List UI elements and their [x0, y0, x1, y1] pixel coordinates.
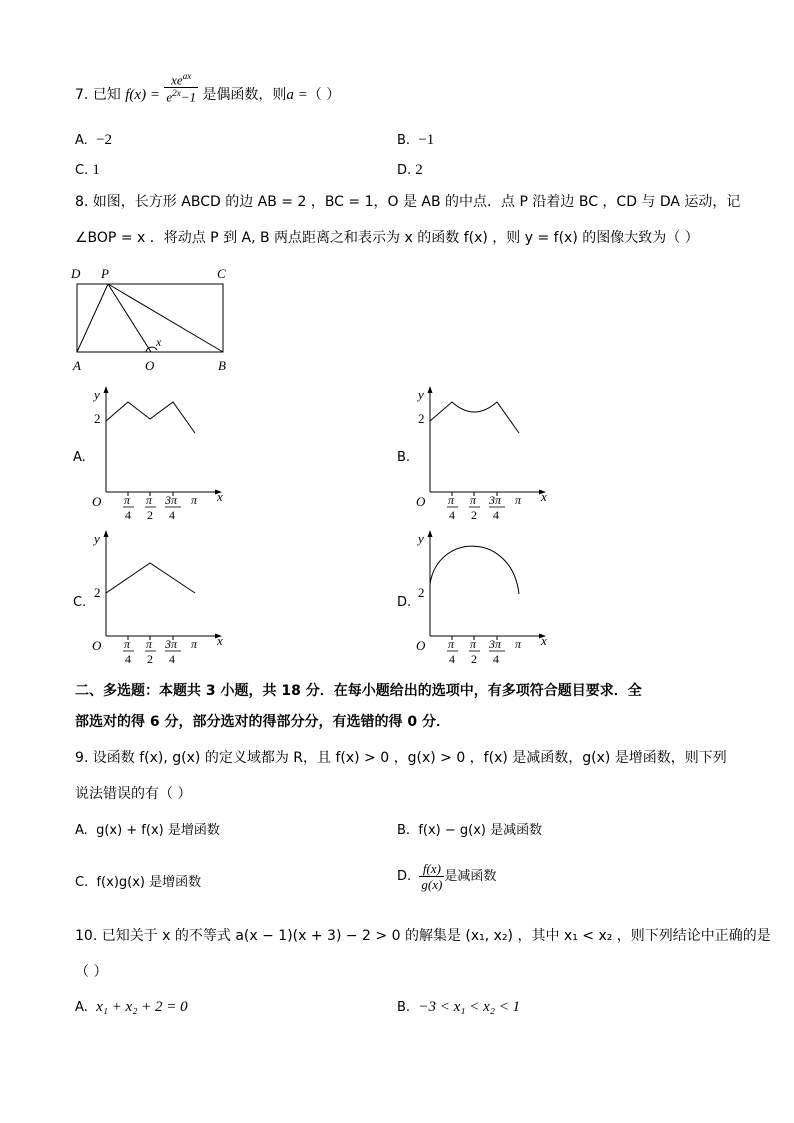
q7-lhs: f(x) = [125, 86, 160, 103]
section2-heading-line2: 部选对的得 6 分，部分选对的得部分分，有选错的得 0 分． [75, 714, 450, 730]
q9-d-fraction: $\frac{f(x)}{g(x)}$ [421, 861, 443, 892]
svg-text:π: π [124, 637, 131, 651]
q9-option-a[interactable]: A. g(x) + f(x) 是增函数 [75, 823, 220, 838]
q8-option-c-letter[interactable]: C. [73, 595, 87, 610]
svg-text:3π: 3π [489, 637, 502, 651]
svg-text:4: 4 [449, 508, 455, 522]
q7-stem [75, 71, 341, 105]
svg-text:x: x [217, 489, 223, 504]
svg-text:3π: 3π [165, 493, 178, 507]
q8-option-d-letter[interactable]: D. [397, 595, 412, 610]
q7-option-d[interactable]: D. 2 [397, 162, 423, 178]
svg-text:π: π [448, 637, 455, 651]
q7-option-a[interactable]: A. −2 [75, 132, 113, 148]
svg-text:π: π [191, 637, 198, 651]
svg-text:y: y [418, 387, 424, 402]
svg-text:x: x [541, 489, 547, 504]
svg-text:x: x [541, 633, 547, 648]
q7-prefix: 已知 [92, 86, 121, 103]
svg-text:4: 4 [125, 508, 131, 522]
svg-text:2: 2 [94, 585, 101, 600]
q9-option-b[interactable]: B. f(x) − g(x) 是减函数 [397, 823, 543, 838]
q7-option-b[interactable]: B. −1 [397, 132, 435, 148]
q8-rectangle-figure [66, 262, 241, 377]
svg-text:π: π [146, 637, 153, 651]
label-angle-x: x [156, 335, 162, 349]
q7-fraction [164, 72, 198, 104]
label-O: O [145, 358, 155, 373]
q9-line1: 9. 设函数 f(x), g(x) 的定义域都为 R，且 f(x) > 0 ，g(x) > 0 ，f(x) 是减函数，g(x) 是增函数，则下列 [75, 750, 727, 766]
q9-option-d[interactable]: D. $\frac{f(x)}{g(x)}$ 是减函数 [397, 861, 497, 892]
svg-text:y: y [418, 531, 424, 546]
svg-text:y: y [94, 387, 100, 402]
svg-text:O: O [416, 494, 426, 509]
q7-number: 7. [75, 86, 89, 103]
svg-text:2: 2 [471, 508, 477, 522]
q8-graph-a[interactable] [88, 380, 238, 525]
svg-text:π: π [470, 637, 477, 651]
q8-graph-d[interactable] [412, 524, 562, 669]
label-B: B [218, 358, 226, 373]
svg-text:O: O [92, 638, 102, 653]
q7-option-c[interactable]: C. 1 [75, 162, 100, 178]
svg-text:4: 4 [493, 508, 499, 522]
svg-text:π: π [146, 493, 153, 507]
label-A: A [73, 358, 81, 373]
svg-text:π: π [515, 493, 522, 507]
q8-line1: 8. 如图，长方形 ABCD 的边 AB = 2 ，BC = 1，O 是 AB 的中点．点 P 沿着边 BC ，CD 与 DA 运动，记 [75, 194, 741, 210]
svg-text:π: π [470, 493, 477, 507]
svg-text:4: 4 [169, 652, 175, 666]
svg-text:3π: 3π [165, 637, 178, 651]
q9-option-c[interactable]: C. f(x)g(x) 是增函数 [75, 875, 202, 890]
svg-text:4: 4 [493, 652, 499, 666]
label-D: D [71, 266, 81, 281]
svg-text:2: 2 [418, 411, 425, 426]
q8-line2: ∠BOP = x ．将动点 P 到 A, B 两点距离之和表示为 x 的函数 f(x) ，则 y = f(x) 的图像大致为（ ） [75, 230, 699, 246]
svg-text:4: 4 [125, 652, 131, 666]
svg-text:4: 4 [449, 652, 455, 666]
svg-text:π: π [515, 637, 522, 651]
section2-heading-line1: 二、多选题：本题共 3 小题，共 18 分．在每小题给出的选项中，有多项符合题目要求．全 [75, 683, 642, 699]
q10-line2: （ ） [75, 964, 108, 980]
q7-num-exp: ax [182, 71, 192, 81]
svg-text:O: O [92, 494, 102, 509]
svg-text:π: π [448, 493, 455, 507]
q7-num: xe [171, 72, 183, 88]
svg-text:2: 2 [418, 585, 425, 600]
q7-paren: （ ） [307, 86, 341, 103]
svg-text:π: π [191, 493, 198, 507]
q10-line1: 10. 已知关于 x 的不等式 a(x − 1)(x + 3) − 2 > 0 的解集是 (x₁, x₂) ，其中 x₁ < x₂ ，则下列结论中正确的是 [75, 928, 771, 944]
q7-den-tail: −1 [180, 89, 196, 105]
svg-text:4: 4 [169, 508, 175, 522]
q8-graph-c[interactable] [88, 524, 238, 669]
svg-text:2: 2 [94, 411, 101, 426]
q7-mid: 是偶函数，则 [202, 86, 287, 103]
svg-text:2: 2 [471, 652, 477, 666]
label-C: C [217, 266, 226, 281]
q7-var: a = [286, 86, 308, 103]
q10-option-b[interactable]: B. −3 < x₁ < x₂ < 1 [397, 999, 521, 1015]
q7-den-exp: 2x [172, 88, 181, 99]
q8-graph-b[interactable] [412, 380, 562, 525]
q8-option-a-letter[interactable]: A. [73, 450, 86, 465]
svg-text:x: x [217, 633, 223, 648]
q7-den: e [166, 89, 173, 105]
svg-text:3π: 3π [489, 493, 502, 507]
svg-text:y: y [94, 531, 100, 546]
svg-text:O: O [416, 638, 426, 653]
q9-line2: 说法错误的有（ ） [75, 786, 192, 802]
q10-option-a[interactable]: A. x₁ + x₂ + 2 = 0 [75, 999, 188, 1015]
svg-text:2: 2 [147, 652, 153, 666]
q8-option-b-letter[interactable]: B. [397, 450, 411, 465]
svg-text:π: π [124, 493, 131, 507]
svg-text:2: 2 [147, 508, 153, 522]
label-P: P [101, 266, 109, 281]
